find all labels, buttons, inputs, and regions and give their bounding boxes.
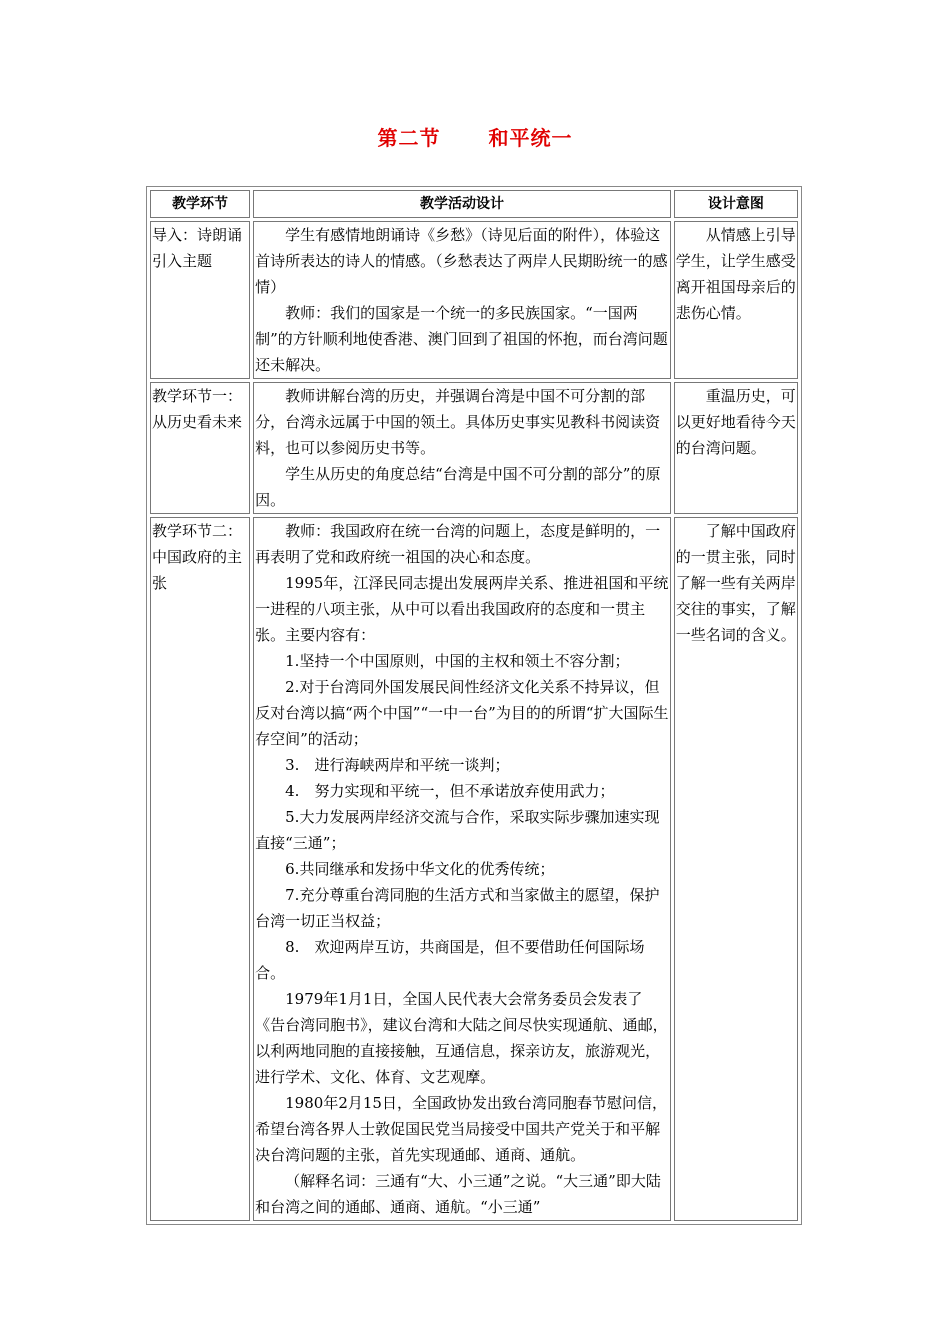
activity-paragraph: 教师：我国政府在统一台湾的问题上，态度是鲜明的，一再表明了党和政府统一祖国的决心和态度。 xyxy=(255,522,661,566)
intent-cell xyxy=(674,221,798,379)
activity-paragraph: 1995年，江泽民同志提出发展两岸关系、推进祖国和平统一进程的八项主张，从中可以看出我国政府的态度和一贯主张。主要内容有： xyxy=(255,574,669,644)
activity-paragraph: 7.充分尊重台湾同胞的生活方式和当家做主的愿望，保护台湾一切正当权益； xyxy=(255,886,660,930)
header-activities: 教学活动设计 xyxy=(253,190,671,218)
intent-cell xyxy=(674,382,798,514)
activities-cell xyxy=(253,517,671,1221)
activity-paragraph: 1.坚持一个中国原则，中国的主权和领土不容分割； xyxy=(285,652,630,670)
page-title xyxy=(0,122,950,151)
activity-paragraph: 1980年2月15日，全国政协发出致台湾同胞春节慰问信，希望台湾各界人士敦促国民党当局接受中国共产党关于和平解决台湾问题的主张，首先实现通邮、通商、通航。 xyxy=(255,1094,667,1164)
activities-cell xyxy=(253,382,671,514)
activity-paragraph: 学生从历史的角度总结“台湾是中国不可分割的部分”的原因。 xyxy=(255,465,661,509)
header-intent: 设计意图 xyxy=(674,190,798,218)
activity-paragraph: 8. 欢迎两岸互访，共商国是，但不要借助任何国际场合。 xyxy=(255,938,645,982)
table-header-row xyxy=(150,190,798,218)
activity-paragraph: 1979年1月1日，全国人民代表大会常务委员会发表了《告台湾同胞书》，建议台湾和大陆之间尽快实现通航、通邮，以利两地同胞的直接接触，互通信息，探亲访友，旅游观光，进行学术、文化、体育、文艺观摩。 xyxy=(255,990,668,1086)
activity-paragraph: 6.共同继承和发扬中华文化的优秀传统； xyxy=(285,860,555,878)
stage-cell: 教学环节二：中国政府的主张 xyxy=(150,517,250,1221)
activity-paragraph: 2.对于台湾同外国发展民间性经济文化关系不持异议，但反对台湾以搞“两个中国”“一中一台”为目的的所谓“扩大国际生存空间”的活动； xyxy=(255,678,669,748)
table-row xyxy=(150,221,798,379)
intent-text: 从情感上引导学生，让学生感受离开祖国母亲后的悲伤心情。 xyxy=(675,226,796,322)
activity-paragraph: 4. 努力实现和平统一，但不承诺放弃使用武力； xyxy=(285,782,615,800)
lesson-plan-table xyxy=(146,186,802,1225)
intent-text: 重温历史，可以更好地看待今天的台湾问题。 xyxy=(675,387,796,457)
intent-text: 了解中国政府的一贯主张，同时了解一些有关两岸交往的事实，了解一些名词的含义。 xyxy=(675,522,796,644)
title-section: 第二节 xyxy=(377,126,441,150)
activity-paragraph: 3. 进行海峡两岸和平统一谈判； xyxy=(285,756,510,774)
activity-paragraph: 教师：我们的国家是一个统一的多民族国家。“一国两制”的方针顺利地使香港、澳门回到了祖国的怀抱，而台湾问题还未解决。 xyxy=(255,304,668,374)
table-row xyxy=(150,517,798,1221)
activities-cell xyxy=(253,221,671,379)
activity-paragraph: 学生有感情地朗诵诗《乡愁》（诗见后面的附件），体验这首诗所表达的诗人的情感。（乡愁表达了两岸人民期盼统一的感情） xyxy=(255,226,668,296)
activity-paragraph: （解释名词：三通有“大、小三通”之说。“大三通”即大陆和台湾之间的通邮、通商、通航。“小三通” xyxy=(255,1172,661,1216)
intent-cell xyxy=(674,517,798,1221)
header-stage: 教学环节 xyxy=(150,190,250,218)
table-row xyxy=(150,382,798,514)
activity-paragraph: 5.大力发展两岸经济交流与合作，采取实际步骤加速实现直接“三通”； xyxy=(255,808,660,852)
title-topic: 和平统一 xyxy=(488,126,573,150)
stage-cell: 教学环节一：从历史看未来 xyxy=(150,382,250,514)
stage-cell: 导入：诗朗诵引入主题 xyxy=(150,221,250,379)
activity-paragraph: 教师讲解台湾的历史，并强调台湾是中国不可分割的部分，台湾永远属于中国的领土。具体历史事实见教科书阅读资料，也可以参阅历史书等。 xyxy=(255,387,661,457)
